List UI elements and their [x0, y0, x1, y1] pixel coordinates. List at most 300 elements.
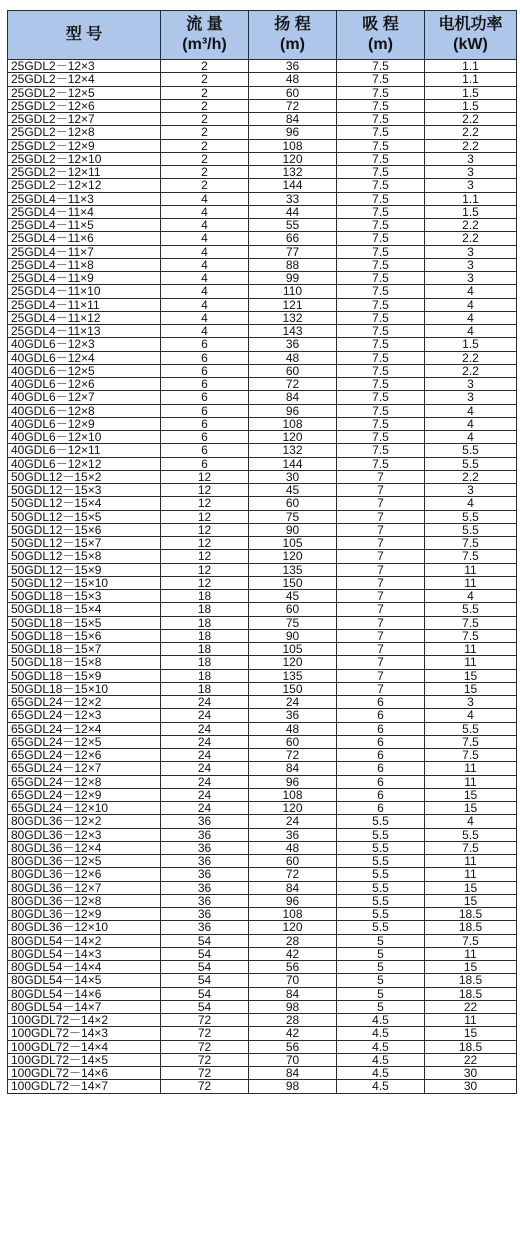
suction-cell: 7.5 [337, 444, 425, 457]
table-row [8, 537, 517, 550]
table-row [8, 855, 517, 868]
flow-cell: 4 [161, 192, 249, 205]
suction-cell: 7 [337, 510, 425, 523]
suction-cell: 7.5 [337, 126, 425, 139]
table-row [8, 775, 517, 788]
power-cell: 22 [425, 1053, 517, 1066]
flow-cell: 24 [161, 696, 249, 709]
head-cell: 105 [249, 643, 337, 656]
model-cell: 25GDL2－12×10 [8, 152, 161, 165]
model-cell: 80GDL36－12×10 [8, 921, 161, 934]
model-cell: 50GDL12－15×3 [8, 484, 161, 497]
table-row [8, 245, 517, 258]
suction-cell: 7.5 [337, 285, 425, 298]
power-cell: 1.1 [425, 73, 517, 86]
suction-cell: 6 [337, 735, 425, 748]
head-cell: 42 [249, 947, 337, 960]
suction-cell: 5.5 [337, 828, 425, 841]
flow-cell: 2 [161, 73, 249, 86]
head-cell: 135 [249, 669, 337, 682]
table-row [8, 1000, 517, 1013]
flow-cell: 6 [161, 391, 249, 404]
suction-cell: 4.5 [337, 1080, 425, 1093]
suction-cell: 7 [337, 484, 425, 497]
flow-cell: 72 [161, 1067, 249, 1080]
model-cell: 65GDL24－12×10 [8, 802, 161, 815]
table-row [8, 815, 517, 828]
model-cell: 50GDL12－15×5 [8, 510, 161, 523]
power-cell: 3 [425, 245, 517, 258]
table-row [8, 563, 517, 576]
power-cell: 4 [425, 285, 517, 298]
power-cell: 18.5 [425, 987, 517, 1000]
header-head-unit: (m) [280, 36, 305, 53]
power-cell: 5.5 [425, 457, 517, 470]
table-row [8, 894, 517, 907]
power-cell: 11 [425, 947, 517, 960]
flow-cell: 6 [161, 338, 249, 351]
flow-cell: 4 [161, 205, 249, 218]
suction-cell: 5.5 [337, 908, 425, 921]
table-row [8, 431, 517, 444]
power-cell: 7.5 [425, 616, 517, 629]
head-cell: 28 [249, 1014, 337, 1027]
suction-cell: 7.5 [337, 139, 425, 152]
table-row [8, 99, 517, 112]
suction-cell: 4.5 [337, 1040, 425, 1053]
power-cell: 3 [425, 378, 517, 391]
head-cell: 60 [249, 855, 337, 868]
head-cell: 90 [249, 629, 337, 642]
flow-cell: 18 [161, 682, 249, 695]
power-cell: 7.5 [425, 841, 517, 854]
flow-cell: 36 [161, 828, 249, 841]
power-cell: 3 [425, 272, 517, 285]
flow-cell: 18 [161, 590, 249, 603]
table-row [8, 656, 517, 669]
table-row [8, 1014, 517, 1027]
table-row [8, 523, 517, 536]
model-cell: 80GDL36－12×9 [8, 908, 161, 921]
flow-cell: 12 [161, 537, 249, 550]
head-cell: 132 [249, 444, 337, 457]
flow-cell: 4 [161, 272, 249, 285]
model-cell: 80GDL36－12×6 [8, 868, 161, 881]
power-cell: 5.5 [425, 510, 517, 523]
head-cell: 60 [249, 86, 337, 99]
model-cell: 40GDL6－12×12 [8, 457, 161, 470]
model-cell: 80GDL36－12×8 [8, 894, 161, 907]
suction-cell: 6 [337, 762, 425, 775]
power-cell: 15 [425, 894, 517, 907]
table-row [8, 947, 517, 960]
flow-cell: 36 [161, 894, 249, 907]
suction-cell: 7 [337, 590, 425, 603]
suction-cell: 7.5 [337, 166, 425, 179]
model-cell: 50GDL12－15×4 [8, 497, 161, 510]
suction-cell: 7.5 [337, 205, 425, 218]
model-cell: 40GDL6－12×5 [8, 364, 161, 377]
power-cell: 5.5 [425, 523, 517, 536]
model-cell: 40GDL6－12×7 [8, 391, 161, 404]
head-cell: 60 [249, 603, 337, 616]
table-row [8, 974, 517, 987]
model-cell: 40GDL6－12×10 [8, 431, 161, 444]
suction-cell: 7 [337, 497, 425, 510]
power-cell: 5.5 [425, 603, 517, 616]
suction-cell: 6 [337, 749, 425, 762]
table-row [8, 987, 517, 1000]
table-row [8, 616, 517, 629]
model-cell: 65GDL24－12×4 [8, 722, 161, 735]
power-cell: 1.5 [425, 205, 517, 218]
suction-cell: 7 [337, 537, 425, 550]
head-cell: 96 [249, 775, 337, 788]
model-cell: 25GDL4－11×12 [8, 311, 161, 324]
head-cell: 48 [249, 351, 337, 364]
header-flow [161, 11, 249, 60]
power-cell: 11 [425, 855, 517, 868]
table-row [8, 113, 517, 126]
suction-cell: 7.5 [337, 351, 425, 364]
suction-cell: 7.5 [337, 113, 425, 126]
suction-cell: 7.5 [337, 179, 425, 192]
flow-cell: 6 [161, 378, 249, 391]
suction-cell: 6 [337, 722, 425, 735]
power-cell: 1.5 [425, 99, 517, 112]
head-cell: 150 [249, 576, 337, 589]
head-cell: 90 [249, 523, 337, 536]
suction-cell: 7.5 [337, 298, 425, 311]
model-cell: 25GDL2－12×12 [8, 179, 161, 192]
model-cell: 80GDL54－14×6 [8, 987, 161, 1000]
flow-cell: 24 [161, 802, 249, 815]
flow-cell: 12 [161, 576, 249, 589]
suction-cell: 7.5 [337, 457, 425, 470]
head-cell: 132 [249, 166, 337, 179]
suction-cell: 6 [337, 696, 425, 709]
model-cell: 50GDL18－15×8 [8, 656, 161, 669]
power-cell: 4 [425, 590, 517, 603]
head-cell: 120 [249, 550, 337, 563]
head-cell: 120 [249, 152, 337, 165]
head-cell: 120 [249, 921, 337, 934]
power-cell: 4 [425, 298, 517, 311]
power-cell: 11 [425, 563, 517, 576]
model-cell: 65GDL24－12×2 [8, 696, 161, 709]
table-row [8, 881, 517, 894]
head-cell: 48 [249, 841, 337, 854]
suction-cell: 5.5 [337, 868, 425, 881]
power-cell: 4 [425, 815, 517, 828]
flow-cell: 12 [161, 563, 249, 576]
model-cell: 25GDL4－11×4 [8, 205, 161, 218]
power-cell: 3 [425, 391, 517, 404]
suction-cell: 5 [337, 1000, 425, 1013]
head-cell: 36 [249, 60, 337, 73]
table-row [8, 1067, 517, 1080]
model-cell: 25GDL2－12×4 [8, 73, 161, 86]
suction-cell: 7.5 [337, 311, 425, 324]
suction-cell: 7 [337, 523, 425, 536]
suction-cell: 7 [337, 643, 425, 656]
head-cell: 88 [249, 258, 337, 271]
power-cell: 15 [425, 881, 517, 894]
head-cell: 36 [249, 828, 337, 841]
table-row [8, 73, 517, 86]
power-cell: 7.5 [425, 749, 517, 762]
table-row [8, 338, 517, 351]
head-cell: 121 [249, 298, 337, 311]
flow-cell: 6 [161, 444, 249, 457]
power-cell: 11 [425, 576, 517, 589]
head-cell: 98 [249, 1080, 337, 1093]
suction-cell: 7.5 [337, 60, 425, 73]
model-cell: 100GDL72－14×7 [8, 1080, 161, 1093]
suction-cell: 5 [337, 961, 425, 974]
table-row [8, 272, 517, 285]
table-row [8, 1080, 517, 1093]
flow-cell: 18 [161, 669, 249, 682]
flow-cell: 12 [161, 550, 249, 563]
head-cell: 30 [249, 470, 337, 483]
suction-cell: 7 [337, 629, 425, 642]
power-cell: 3 [425, 166, 517, 179]
table-row [8, 258, 517, 271]
power-cell: 18.5 [425, 921, 517, 934]
model-cell: 25GDL2－12×9 [8, 139, 161, 152]
flow-cell: 36 [161, 841, 249, 854]
model-cell: 100GDL72－14×2 [8, 1014, 161, 1027]
flow-cell: 24 [161, 762, 249, 775]
suction-cell: 7 [337, 656, 425, 669]
suction-cell: 7.5 [337, 258, 425, 271]
flow-cell: 12 [161, 510, 249, 523]
model-cell: 50GDL12－15×10 [8, 576, 161, 589]
model-cell: 25GDL2－12×7 [8, 113, 161, 126]
flow-cell: 12 [161, 497, 249, 510]
power-cell: 11 [425, 868, 517, 881]
head-cell: 55 [249, 219, 337, 232]
power-cell: 1.5 [425, 338, 517, 351]
table-row [8, 934, 517, 947]
model-cell: 80GDL54－14×7 [8, 1000, 161, 1013]
head-cell: 77 [249, 245, 337, 258]
suction-cell: 7 [337, 682, 425, 695]
power-cell: 5.5 [425, 722, 517, 735]
table-row [8, 298, 517, 311]
model-cell: 40GDL6－12×4 [8, 351, 161, 364]
flow-cell: 12 [161, 484, 249, 497]
suction-cell: 7.5 [337, 86, 425, 99]
head-cell: 70 [249, 974, 337, 987]
suction-cell: 7 [337, 563, 425, 576]
flow-cell: 24 [161, 749, 249, 762]
power-cell: 30 [425, 1067, 517, 1080]
head-cell: 84 [249, 391, 337, 404]
flow-cell: 24 [161, 722, 249, 735]
header-suction-unit: (m) [368, 36, 393, 53]
model-cell: 65GDL24－12×6 [8, 749, 161, 762]
head-cell: 33 [249, 192, 337, 205]
flow-cell: 36 [161, 921, 249, 934]
table-row [8, 86, 517, 99]
flow-cell: 18 [161, 656, 249, 669]
suction-cell: 7.5 [337, 152, 425, 165]
table-row [8, 550, 517, 563]
table-row [8, 378, 517, 391]
head-cell: 110 [249, 285, 337, 298]
header-model: 型 号 [8, 11, 161, 60]
model-cell: 65GDL24－12×7 [8, 762, 161, 775]
model-cell: 50GDL18－15×4 [8, 603, 161, 616]
flow-cell: 36 [161, 881, 249, 894]
model-cell: 80GDL54－14×2 [8, 934, 161, 947]
model-cell: 40GDL6－12×8 [8, 404, 161, 417]
flow-cell: 36 [161, 868, 249, 881]
table-row [8, 762, 517, 775]
power-cell: 5.5 [425, 444, 517, 457]
flow-cell: 18 [161, 603, 249, 616]
flow-cell: 72 [161, 1027, 249, 1040]
flow-cell: 54 [161, 961, 249, 974]
model-cell: 100GDL72－14×5 [8, 1053, 161, 1066]
model-cell: 25GDL2－12×6 [8, 99, 161, 112]
suction-cell: 7.5 [337, 99, 425, 112]
head-cell: 60 [249, 497, 337, 510]
flow-cell: 24 [161, 709, 249, 722]
model-cell: 50GDL18－15×9 [8, 669, 161, 682]
table-row [8, 682, 517, 695]
flow-cell: 4 [161, 258, 249, 271]
table-row [8, 139, 517, 152]
power-cell: 18.5 [425, 974, 517, 987]
table-row [8, 828, 517, 841]
flow-cell: 24 [161, 775, 249, 788]
head-cell: 108 [249, 788, 337, 801]
model-cell: 50GDL12－15×2 [8, 470, 161, 483]
power-cell: 11 [425, 656, 517, 669]
table-row [8, 841, 517, 854]
head-cell: 48 [249, 722, 337, 735]
table-row [8, 590, 517, 603]
table-row [8, 497, 517, 510]
suction-cell: 7.5 [337, 417, 425, 430]
head-cell: 36 [249, 709, 337, 722]
model-cell: 65GDL24－12×9 [8, 788, 161, 801]
power-cell: 15 [425, 788, 517, 801]
model-cell: 25GDL4－11×7 [8, 245, 161, 258]
suction-cell: 7.5 [337, 232, 425, 245]
suction-cell: 7 [337, 576, 425, 589]
model-cell: 80GDL36－12×3 [8, 828, 161, 841]
power-cell: 2.2 [425, 219, 517, 232]
flow-cell: 4 [161, 325, 249, 338]
flow-cell: 36 [161, 815, 249, 828]
suction-cell: 7.5 [337, 404, 425, 417]
table-row [8, 192, 517, 205]
model-cell: 65GDL24－12×8 [8, 775, 161, 788]
flow-cell: 6 [161, 404, 249, 417]
table-row [8, 868, 517, 881]
head-cell: 84 [249, 113, 337, 126]
table-row [8, 285, 517, 298]
suction-cell: 5.5 [337, 921, 425, 934]
model-cell: 25GDL4－11×6 [8, 232, 161, 245]
model-cell: 40GDL6－12×11 [8, 444, 161, 457]
model-cell: 40GDL6－12×9 [8, 417, 161, 430]
power-cell: 1.1 [425, 192, 517, 205]
power-cell: 11 [425, 643, 517, 656]
flow-cell: 54 [161, 987, 249, 1000]
header-power [425, 11, 517, 60]
power-cell: 4 [425, 431, 517, 444]
head-cell: 56 [249, 1040, 337, 1053]
flow-cell: 36 [161, 855, 249, 868]
model-cell: 25GDL4－11×8 [8, 258, 161, 271]
table-row [8, 444, 517, 457]
suction-cell: 6 [337, 802, 425, 815]
model-cell: 50GDL12－15×8 [8, 550, 161, 563]
suction-cell: 5 [337, 934, 425, 947]
flow-cell: 54 [161, 947, 249, 960]
head-cell: 132 [249, 311, 337, 324]
table-row [8, 325, 517, 338]
header-flow-label: 流 量 [186, 16, 223, 33]
flow-cell: 12 [161, 470, 249, 483]
model-cell: 40GDL6－12×6 [8, 378, 161, 391]
table-row [8, 417, 517, 430]
flow-cell: 2 [161, 152, 249, 165]
power-cell: 15 [425, 961, 517, 974]
head-cell: 72 [249, 99, 337, 112]
table-row [8, 457, 517, 470]
model-cell: 80GDL54－14×3 [8, 947, 161, 960]
table-row [8, 735, 517, 748]
suction-cell: 4.5 [337, 1014, 425, 1027]
pump-spec-table [7, 10, 517, 1094]
head-cell: 144 [249, 179, 337, 192]
flow-cell: 2 [161, 166, 249, 179]
flow-cell: 2 [161, 113, 249, 126]
table-row [8, 351, 517, 364]
power-cell: 7.5 [425, 537, 517, 550]
suction-cell: 5 [337, 987, 425, 1000]
model-cell: 80GDL36－12×4 [8, 841, 161, 854]
model-cell: 80GDL54－14×5 [8, 974, 161, 987]
head-cell: 108 [249, 139, 337, 152]
model-cell: 25GDL4－11×3 [8, 192, 161, 205]
power-cell: 3 [425, 258, 517, 271]
table-body [8, 60, 517, 1094]
power-cell: 7.5 [425, 934, 517, 947]
suction-cell: 7.5 [337, 364, 425, 377]
power-cell: 3 [425, 179, 517, 192]
power-cell: 7.5 [425, 735, 517, 748]
flow-cell: 18 [161, 629, 249, 642]
power-cell: 2.2 [425, 113, 517, 126]
head-cell: 120 [249, 431, 337, 444]
head-cell: 72 [249, 749, 337, 762]
head-cell: 84 [249, 987, 337, 1000]
table-row [8, 126, 517, 139]
head-cell: 66 [249, 232, 337, 245]
model-cell: 25GDL4－11×11 [8, 298, 161, 311]
flow-cell: 2 [161, 99, 249, 112]
power-cell: 2.2 [425, 470, 517, 483]
table-header [8, 11, 517, 60]
head-cell: 84 [249, 762, 337, 775]
